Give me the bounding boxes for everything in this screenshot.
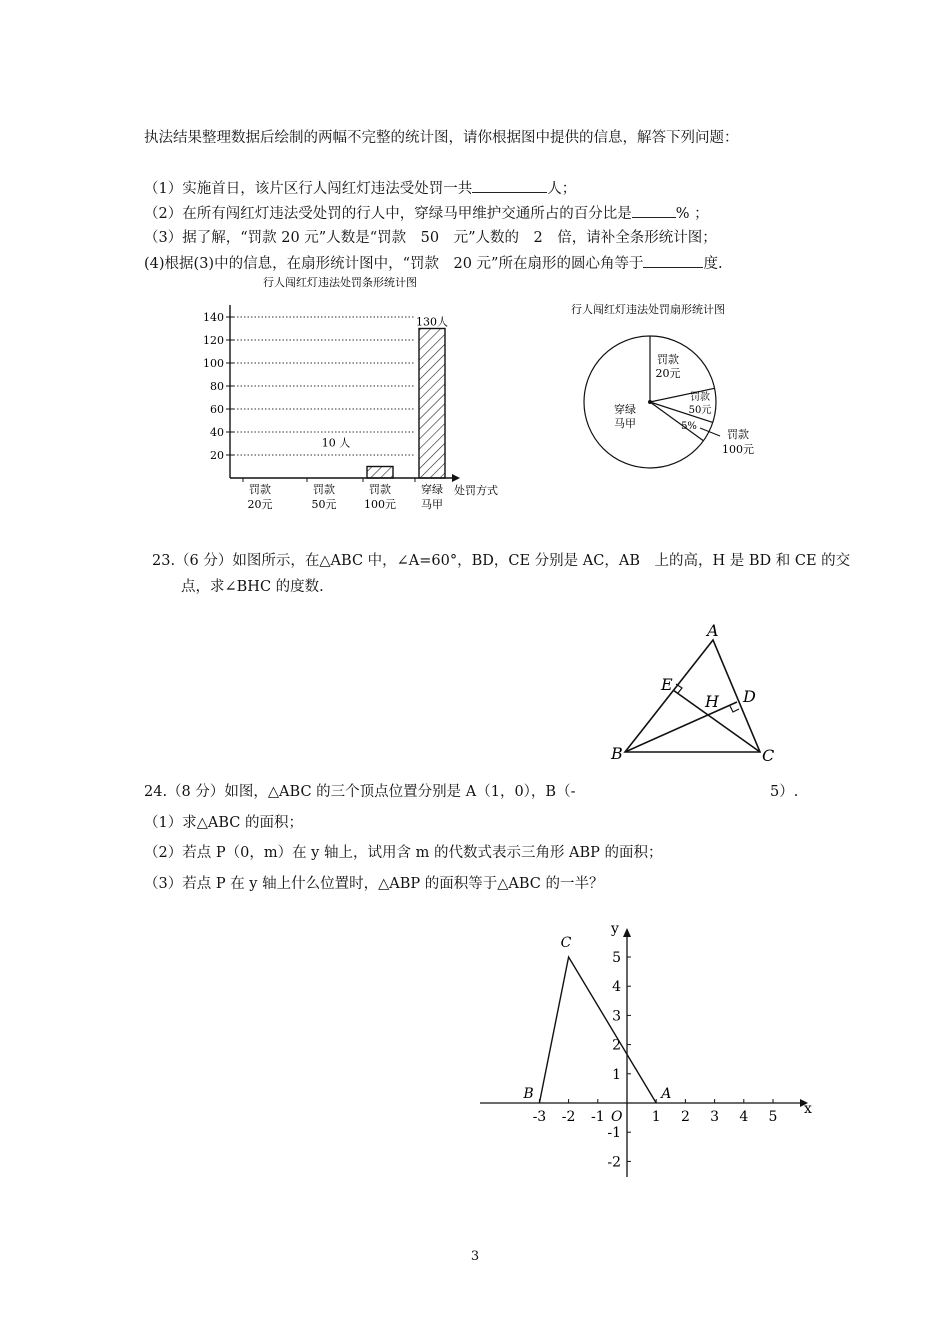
category-label: 50元 — [311, 498, 337, 511]
x-tick-label: -3 — [532, 1109, 547, 1125]
label-h: H — [705, 692, 719, 711]
q22-part2: （2）在所有闯红灯违法受处罚的行人中，穿绿马甲维护交通所占的百分比是 % ； — [144, 203, 709, 224]
q24-line1-part-b: 5）. — [770, 784, 799, 800]
q22-part3: （3）据了解，“罚款 20 元”人数是“罚款 50 元”人数的 2 倍，请补全条形统计图； — [144, 230, 717, 246]
q24-part2: （2）若点 P（0，m）在 y 轴上，试用含 m 的代数式表示三角形 ABP 的面积； — [144, 845, 663, 861]
category-label: 罚款 — [369, 483, 391, 496]
y-tick-label: 5 — [612, 950, 621, 966]
q22-part1: （1）实施首日，该片区行人闯红灯违法受处罚一共 人； — [144, 178, 576, 199]
y-tick-label: 40 — [210, 426, 224, 439]
q23-line2: 点，求∠BHC 的度数. — [181, 579, 324, 595]
altitude-bd — [625, 702, 737, 752]
y-tick-label: 60 — [210, 403, 224, 416]
y-axis-arrow — [623, 928, 631, 937]
category-label: 马甲 — [421, 498, 443, 511]
label-e: E — [661, 675, 673, 694]
slice-label: 20元 — [655, 367, 681, 380]
bar — [419, 329, 445, 479]
slice-label: 穿绿 — [614, 403, 636, 416]
slice-label: 罚款 — [657, 353, 679, 366]
category-label: 100元 — [364, 498, 396, 511]
x-axis-arrow — [452, 474, 460, 482]
pie-chart-title: 行人闯红灯违法处罚扇形统计图 — [571, 303, 725, 316]
q24-part3: （3）若点 P 在 y 轴上什么位置时，△ABP 的面积等于△ABC 的一半？ — [144, 876, 604, 892]
intro-text: 执法结果整理数据后绘制的两幅不完整的统计图，请你根据图中提供的信息，解答下列问题： — [144, 130, 739, 146]
label-c: C — [762, 746, 775, 765]
y-tick-label: -1 — [607, 1125, 621, 1142]
label-b: B — [611, 744, 623, 763]
x-tick-label: 5 — [768, 1109, 778, 1125]
y-tick-label: 140 — [203, 311, 224, 324]
q22-part4: (4)根据(3)中的信息，在扇形统计图中，“罚款 20 元”所在扇形的圆心角等于 度. — [144, 253, 723, 274]
category-label: 罚款 — [249, 483, 271, 496]
answer-blank[interactable] — [472, 178, 547, 193]
slice-label: 马甲 — [614, 417, 636, 430]
slice-label: 100元 — [722, 443, 754, 456]
y-tick-label: -2 — [607, 1154, 621, 1171]
y-axis-label: y — [611, 921, 619, 937]
category-label: 罚款 — [313, 483, 335, 496]
slice-label: 罚款 — [727, 428, 749, 441]
q24-part1: （1）求△ABC 的面积； — [144, 815, 303, 831]
x-tick-label: 4 — [739, 1109, 749, 1125]
q23-line1: 23.（6 分）如图所示，在△ABC 中，∠A=60°，BD，CE 分别是 AC，AB 上的高，H 是 BD 和 CE 的交 — [152, 553, 851, 569]
category-label: 穿绿 — [421, 483, 443, 496]
y-tick-label: 120 — [203, 334, 224, 347]
slice-label: 罚款 — [690, 392, 710, 403]
bar-chart — [190, 272, 520, 517]
y-tick-label: 3 — [612, 1008, 621, 1025]
pie-center — [648, 400, 652, 404]
point-label: A — [661, 1086, 672, 1102]
bar — [367, 467, 393, 479]
bar-data-label: 130人 — [416, 315, 448, 329]
origin-label: O — [611, 1109, 623, 1125]
triangle-figure — [605, 622, 805, 772]
label-d: D — [743, 687, 756, 706]
slice-percent-label: 5% — [681, 421, 697, 432]
triangle-path — [539, 957, 656, 1103]
label-a: A — [707, 621, 719, 640]
right-angle-mark-d — [730, 706, 739, 712]
bar-data-label: 10 人 — [321, 436, 351, 450]
slice-label: 50元 — [688, 405, 712, 416]
x-axis-title: 处罚方式 — [454, 484, 498, 497]
category-label: 20元 — [247, 498, 273, 511]
x-tick-label: 3 — [710, 1109, 720, 1125]
answer-blank[interactable] — [643, 253, 703, 268]
x-tick-label: -1 — [590, 1109, 605, 1125]
y-tick-label: 4 — [612, 979, 621, 996]
triangle-abc — [625, 640, 760, 752]
x-tick-label: 2 — [680, 1109, 690, 1125]
y-tick-label: 1 — [612, 1066, 621, 1083]
bar-chart-title: 行人闯红灯违法处罚条形统计图 — [263, 276, 417, 289]
point-label: B — [523, 1086, 534, 1102]
q24-line1-part-a: 24.（8 分）如图，△ABC 的三个顶点位置分别是 A（1，0），B（- — [144, 784, 576, 800]
y-tick-label: 20 — [210, 449, 224, 462]
x-tick-label: 1 — [651, 1109, 661, 1125]
coordinate-graph — [470, 915, 830, 1185]
y-tick-label: 80 — [210, 380, 224, 393]
y-tick-label: 2 — [612, 1037, 621, 1054]
answer-blank[interactable] — [632, 203, 676, 218]
point-label: C — [560, 935, 572, 951]
x-tick-label: -2 — [561, 1109, 576, 1125]
y-tick-label: 100 — [203, 357, 224, 370]
page-number: 3 — [470, 1249, 480, 1264]
pie-chart — [528, 298, 778, 478]
x-axis-label: x — [804, 1101, 812, 1117]
